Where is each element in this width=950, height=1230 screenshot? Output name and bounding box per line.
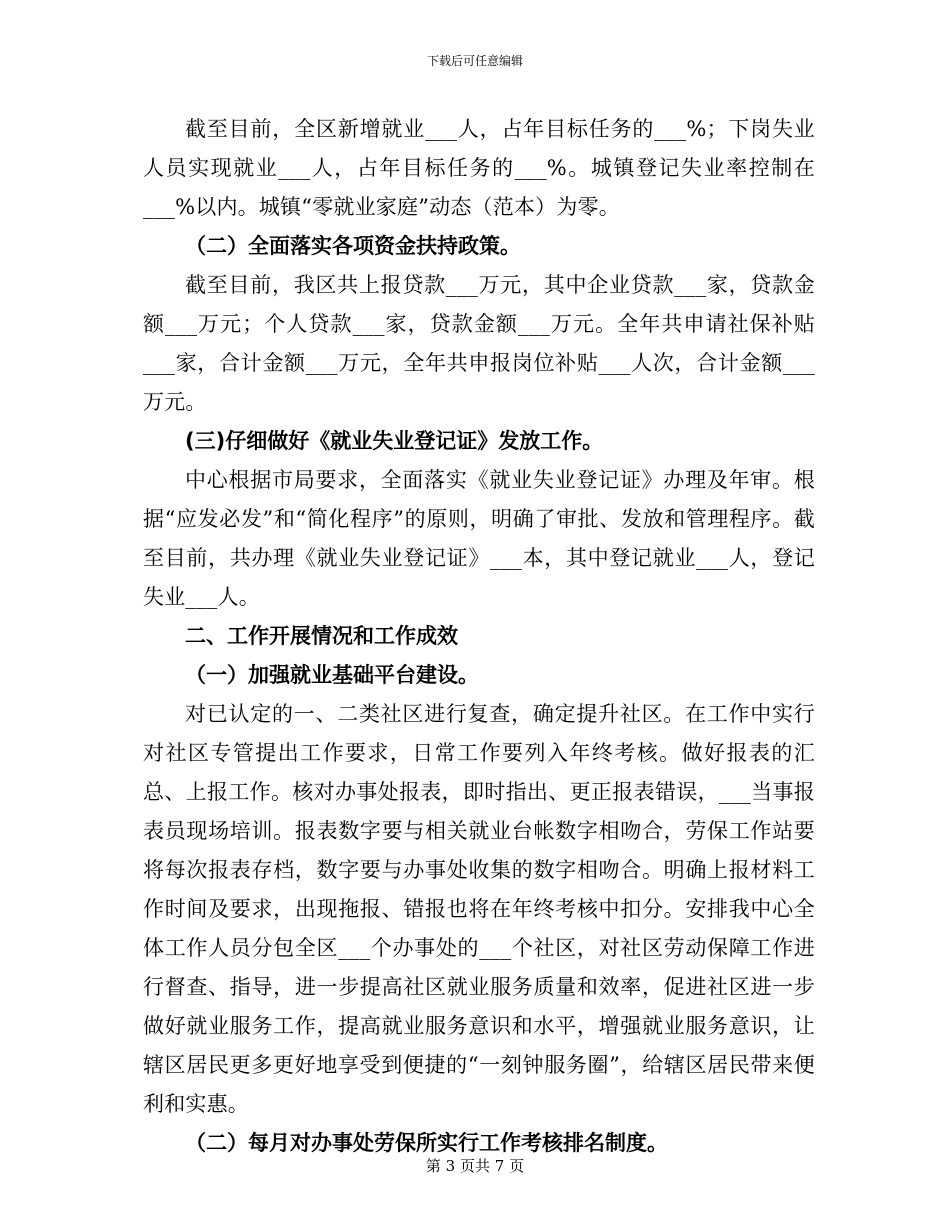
heading-registration-certificate: (三)仔细做好《就业失业登记证》发放工作。 [185, 429, 604, 453]
page-number: 第 3 页共 7 页 [425, 1157, 525, 1175]
paragraph-employment-stats: 截至目前，全区新增就业___人，占年目标任务的___%；下岗失业人员实现就业___人，占年目标任务的___%。城镇登记失业率控制在___%以内。城镇“零就业家庭”动态（范本）为零。 [143, 117, 815, 219]
paragraph-certificate: 中心根据市局要求，全面落实《就业失业登记证》办理及年审。根据“应发必发”和“简化程序”的原则，明确了审批、发放和管理程序。截至目前，共办理《就业失业登记证》___本，其中登记就业___人，登记失业___人。 [143, 468, 815, 609]
document-body [143, 110, 815, 1163]
heading-platform-construction: （一）加强就业基础平台建设。 [185, 663, 479, 687]
heading-section-two: 二、工作开展情况和工作成效 [185, 624, 458, 648]
paragraph-community-review: 对已认定的一、二类社区进行复查，确定提升社区。在工作中实行对社区专管提出工作要求，日常工作要列入年终考核。做好报表的汇总、上报工作。核对办事处报表，即时指出、更正报表错误，___当事报表员现场培训。报表数字要与相关就业台帐数字相吻合，劳保工作站要将每次报表存档，数字要与办事处收集的数字相吻合。明确上报材料工作时间及要求，出现拖报、错报也将在年终考核中扣分。安排我中心全体工作人员分包全区___个办事处的___个社区，对社区劳动保障工作进行督查、指导，进一步提高社区就业服务质量和效率，促进社区进一步做好就业服务工作，提高就业服务意识和水平，增强就业服务意识，让辖区居民更多更好地享受到便捷的“一刻钟服务圈”，给辖区居民带来便利和实惠。 [143, 702, 815, 1116]
page-header: 下载后可任意编辑 [426, 54, 523, 68]
paragraph-loans: 截至目前，我区共上报贷款___万元，其中企业贷款___家，贷款金额___万元；个人贷款___家，贷款金额___万元。全年共申请社保补贴___家，合计金额___万元，全年共申报岗位补贴___人次，合计金额___万元。 [143, 273, 815, 414]
heading-monthly-ranking: （二）每月对办事处劳保所实行工作考核排名制度。 [185, 1131, 668, 1155]
heading-funding-policy: （二）全面落实各项资金扶持政策。 [185, 234, 521, 258]
